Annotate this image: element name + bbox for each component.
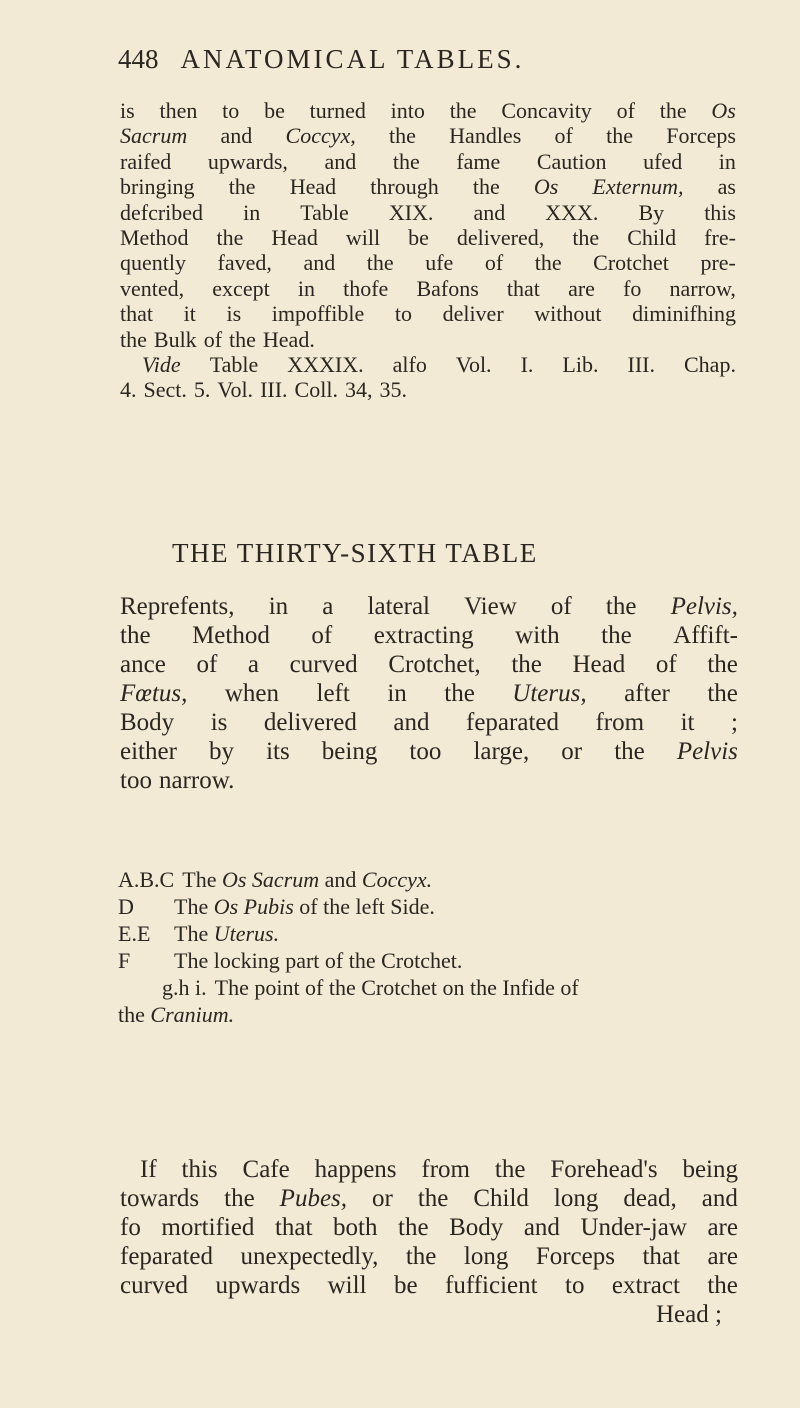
- word: is: [120, 98, 135, 123]
- word: from: [421, 1156, 471, 1183]
- legend-text: and: [319, 867, 362, 892]
- word: the: [228, 174, 256, 200]
- word: narrow.: [158, 767, 235, 794]
- word: dead,: [623, 1185, 677, 1212]
- legend-key: g.h i.: [162, 975, 207, 1000]
- word: I.: [520, 351, 534, 377]
- word: then: [159, 98, 198, 123]
- text-line: [120, 327, 736, 352]
- word: extract: [611, 1272, 680, 1299]
- text-line: [120, 737, 738, 766]
- legend-key: A.B.C: [118, 867, 175, 892]
- word: III.: [260, 377, 288, 403]
- word: the: [398, 1214, 429, 1241]
- word: Forceps: [666, 123, 736, 149]
- word: a: [247, 651, 260, 678]
- word: Table: [300, 199, 349, 225]
- text-line: [120, 1242, 738, 1271]
- legend-item: [118, 947, 738, 974]
- word: XXX.: [545, 199, 599, 225]
- word: Os: [533, 174, 559, 200]
- word: in: [243, 199, 261, 225]
- word: Reprefents,: [120, 593, 235, 620]
- word: when: [224, 680, 280, 707]
- text-line: [120, 1271, 738, 1300]
- word: of: [311, 622, 333, 649]
- word: Crotchet,: [388, 651, 481, 678]
- word: extracting: [373, 622, 474, 649]
- word: Forehead's: [550, 1156, 658, 1183]
- word: as: [717, 174, 736, 200]
- legend-text: The: [182, 867, 222, 892]
- word: happens: [314, 1156, 397, 1183]
- word: large,: [473, 738, 530, 765]
- word: a: [322, 593, 334, 620]
- word: Coll.: [294, 377, 338, 403]
- word: both: [333, 1214, 378, 1241]
- word: Coccyx,: [285, 123, 356, 149]
- word: in: [718, 148, 736, 174]
- word: 34,: [344, 377, 373, 403]
- text-line: [120, 766, 738, 795]
- legend-item: [118, 1001, 738, 1028]
- word: the: [449, 98, 477, 123]
- legend-item: [118, 920, 738, 947]
- word: Handles: [449, 123, 522, 149]
- word: Under-jaw: [580, 1214, 687, 1241]
- word: Sacrum: [120, 123, 188, 149]
- text-line: [120, 276, 736, 301]
- text-line: [120, 123, 736, 148]
- word: Pubes,: [279, 1185, 348, 1212]
- word: Concavity: [501, 98, 592, 123]
- word: the: [614, 738, 645, 765]
- word: to: [394, 301, 412, 327]
- word: Method: [192, 622, 270, 649]
- legend-item: [118, 866, 738, 893]
- text-line: [120, 679, 738, 708]
- text-line: [120, 1184, 738, 1213]
- legend-text: Uterus.: [213, 921, 280, 946]
- legend-text: Cranium.: [150, 1002, 235, 1027]
- word: the: [659, 98, 687, 123]
- word: raifed: [120, 148, 172, 174]
- word: and: [303, 250, 336, 276]
- word: fre-: [704, 224, 736, 250]
- word: Lib.: [562, 351, 599, 377]
- word: without: [534, 301, 602, 327]
- word: the: [120, 622, 151, 649]
- word: of: [196, 651, 218, 678]
- word: that: [120, 301, 153, 327]
- figure-legend: [118, 866, 738, 1028]
- word: Uterus,: [512, 680, 587, 707]
- catchword: Head ;: [656, 1301, 722, 1328]
- word: Fœtus,: [120, 680, 188, 707]
- word: Body: [120, 709, 175, 736]
- word: Head.: [262, 326, 315, 352]
- word: XXXIX.: [287, 351, 364, 377]
- word: Table: [209, 351, 259, 377]
- word: feparated: [120, 1243, 213, 1270]
- word: unexpectedly,: [240, 1243, 379, 1270]
- text-line: [120, 301, 736, 326]
- word: the: [601, 622, 632, 649]
- word: Chap.: [684, 351, 736, 377]
- word: be: [393, 1272, 418, 1299]
- word: is: [210, 709, 228, 736]
- legend-text: the: [118, 1002, 151, 1027]
- word: long: [463, 1243, 509, 1270]
- text-line: [120, 250, 736, 275]
- paragraph-forehead-case: [120, 1155, 738, 1300]
- word: Caution: [536, 148, 607, 174]
- word: will: [345, 224, 381, 250]
- word: or: [372, 1185, 393, 1212]
- word: Child: [627, 224, 677, 250]
- word: mortified: [161, 1214, 255, 1241]
- word: Vide: [142, 351, 181, 377]
- text-line: [120, 149, 736, 174]
- word: Bafons: [416, 275, 479, 301]
- word: Head: [271, 224, 318, 250]
- legend-text: The: [174, 921, 214, 946]
- word: 5.: [193, 377, 211, 403]
- word: the: [707, 1272, 738, 1299]
- word: By: [638, 199, 665, 225]
- word: Forceps: [535, 1243, 615, 1270]
- word: 4.: [120, 377, 137, 403]
- word: of: [554, 123, 573, 149]
- paragraph-table-description: [120, 592, 738, 795]
- word: alfo: [392, 351, 427, 377]
- word: the: [417, 1185, 449, 1212]
- word: the: [707, 680, 738, 707]
- word: narrow,: [669, 275, 736, 301]
- word: left: [316, 680, 350, 707]
- word: the: [534, 250, 562, 276]
- word: of: [484, 250, 504, 276]
- word: 35.: [379, 377, 407, 403]
- word: If: [140, 1156, 157, 1183]
- word: towards: [120, 1185, 200, 1212]
- legend-text: The locking part of the Crotchet.: [174, 948, 463, 973]
- word: the: [444, 680, 475, 707]
- word: vented,: [120, 275, 185, 301]
- word: III.: [627, 351, 655, 377]
- word: Pelvis,: [670, 593, 738, 620]
- text-line: [120, 1213, 738, 1242]
- word: either: [120, 738, 177, 765]
- text-line: [120, 174, 736, 199]
- word: Vol.: [217, 377, 254, 403]
- word: faved,: [217, 250, 272, 276]
- word: and: [324, 148, 357, 174]
- word: bringing: [120, 174, 195, 200]
- word: from: [595, 709, 645, 736]
- word: ufed: [643, 148, 683, 174]
- word: ance: [120, 651, 166, 678]
- word: Cafe: [242, 1156, 290, 1183]
- word: the: [224, 1185, 255, 1212]
- word: delivered,: [456, 224, 545, 250]
- word: the: [494, 1156, 526, 1183]
- word: Sect.: [143, 377, 187, 403]
- word: View: [464, 593, 517, 620]
- word: are: [568, 275, 595, 301]
- word: delivered: [263, 709, 357, 736]
- word: Crotchet: [593, 250, 669, 276]
- legend-key: F: [118, 948, 131, 973]
- word: by: [209, 738, 234, 765]
- word: the: [707, 651, 738, 678]
- word: it: [680, 709, 695, 736]
- word: the: [366, 250, 394, 276]
- word: Body: [449, 1214, 504, 1241]
- word: are: [707, 1243, 738, 1270]
- word: that: [642, 1243, 680, 1270]
- word: being: [321, 738, 378, 765]
- word: of: [203, 326, 223, 352]
- word: upwards: [215, 1272, 301, 1299]
- word: with: [515, 622, 560, 649]
- word: this: [181, 1156, 218, 1183]
- word: curved: [289, 651, 358, 678]
- word: in: [387, 680, 407, 707]
- word: Affift-: [673, 622, 738, 649]
- text-line: [120, 708, 738, 737]
- word: the: [120, 326, 147, 352]
- word: in: [268, 593, 289, 620]
- word: the: [605, 593, 637, 620]
- text-line: [120, 621, 738, 650]
- word: the: [389, 123, 416, 149]
- word: quently: [120, 250, 186, 276]
- word: and: [523, 1214, 560, 1241]
- word: to: [565, 1272, 585, 1299]
- word: it: [183, 301, 196, 327]
- legend-text: The point of the Crotchet on the Infide of: [214, 975, 579, 1000]
- reference-line: [120, 377, 736, 402]
- word: upwards,: [207, 148, 288, 174]
- word: will: [327, 1272, 367, 1299]
- legend-text: The: [174, 894, 214, 919]
- page-number: 448: [118, 44, 159, 74]
- word: Os: [711, 98, 736, 123]
- text-line: [120, 592, 738, 621]
- word: and: [701, 1185, 738, 1212]
- legend-item: [118, 893, 738, 920]
- text-line: [120, 98, 736, 123]
- word: Head: [289, 174, 337, 200]
- legend-text: Coccyx.: [361, 867, 433, 892]
- word: turned: [309, 98, 366, 123]
- word: Bulk: [153, 326, 197, 352]
- legend-key: D: [118, 894, 134, 919]
- word: that: [506, 275, 540, 301]
- word: the: [511, 651, 542, 678]
- table-heading: THE THIRTY-SIXTH TABLE: [172, 538, 538, 568]
- word: that: [274, 1214, 313, 1241]
- word: Head: [572, 651, 626, 678]
- word: the: [216, 224, 244, 250]
- word: thofe: [343, 275, 389, 301]
- running-title: ANATOMICAL TABLES.: [180, 44, 525, 74]
- legend-text: of the left Side.: [293, 894, 435, 919]
- text-line: [120, 1155, 738, 1184]
- word: lateral: [367, 593, 430, 620]
- word: being: [682, 1156, 738, 1183]
- word: in: [297, 275, 315, 301]
- word: the: [229, 326, 256, 352]
- legend-key: E.E: [118, 921, 151, 946]
- word: are: [707, 1214, 738, 1241]
- word: Externum,: [592, 174, 684, 200]
- word: XIX.: [388, 199, 434, 225]
- word: deliver: [442, 301, 504, 327]
- text-line: [120, 225, 736, 250]
- word: of: [655, 651, 677, 678]
- word: the: [606, 123, 634, 149]
- text-line: [120, 650, 738, 679]
- word: diminifhing: [632, 301, 736, 327]
- word: into: [390, 98, 425, 123]
- word: of: [550, 593, 572, 620]
- word: through: [370, 174, 439, 200]
- word: impoffible: [271, 301, 365, 327]
- word: except: [212, 275, 270, 301]
- text-line: [120, 200, 736, 225]
- word: to: [222, 98, 240, 123]
- word: be: [408, 224, 429, 250]
- word: ufe: [425, 250, 454, 276]
- word: pre-: [700, 250, 736, 276]
- paragraph-forceps: [120, 98, 736, 403]
- legend-text: Os Sacrum: [221, 867, 320, 892]
- word: defcribed: [120, 199, 204, 225]
- legend-text: Os Pubis: [213, 894, 294, 919]
- word: long: [553, 1185, 599, 1212]
- word: too: [409, 738, 442, 765]
- word: after: [624, 680, 670, 707]
- word: fo: [120, 1214, 141, 1241]
- word: the: [572, 224, 600, 250]
- word: the: [392, 148, 420, 174]
- word: the: [472, 174, 500, 200]
- word: or: [561, 738, 583, 765]
- word: fame: [456, 148, 501, 174]
- word: Pelvis: [676, 738, 738, 765]
- word: be: [264, 98, 285, 123]
- word: curved: [120, 1272, 189, 1299]
- word: fufficient: [445, 1272, 538, 1299]
- word: the: [405, 1243, 437, 1270]
- word: this: [704, 199, 736, 225]
- word: feparated: [466, 709, 559, 736]
- word: ;: [731, 709, 738, 736]
- word: Method: [120, 224, 189, 250]
- word: and: [220, 123, 253, 149]
- word: of: [616, 98, 635, 123]
- word: and: [473, 199, 506, 225]
- word: too: [120, 767, 152, 794]
- legend-item: [118, 974, 738, 1001]
- word: Child: [473, 1185, 529, 1212]
- word: its: [266, 738, 290, 765]
- word: fo: [623, 275, 642, 301]
- word: and: [393, 709, 430, 736]
- word: is: [226, 301, 242, 327]
- word: Vol.: [455, 351, 492, 377]
- reference-line: [120, 352, 736, 377]
- running-header: [118, 44, 718, 75]
